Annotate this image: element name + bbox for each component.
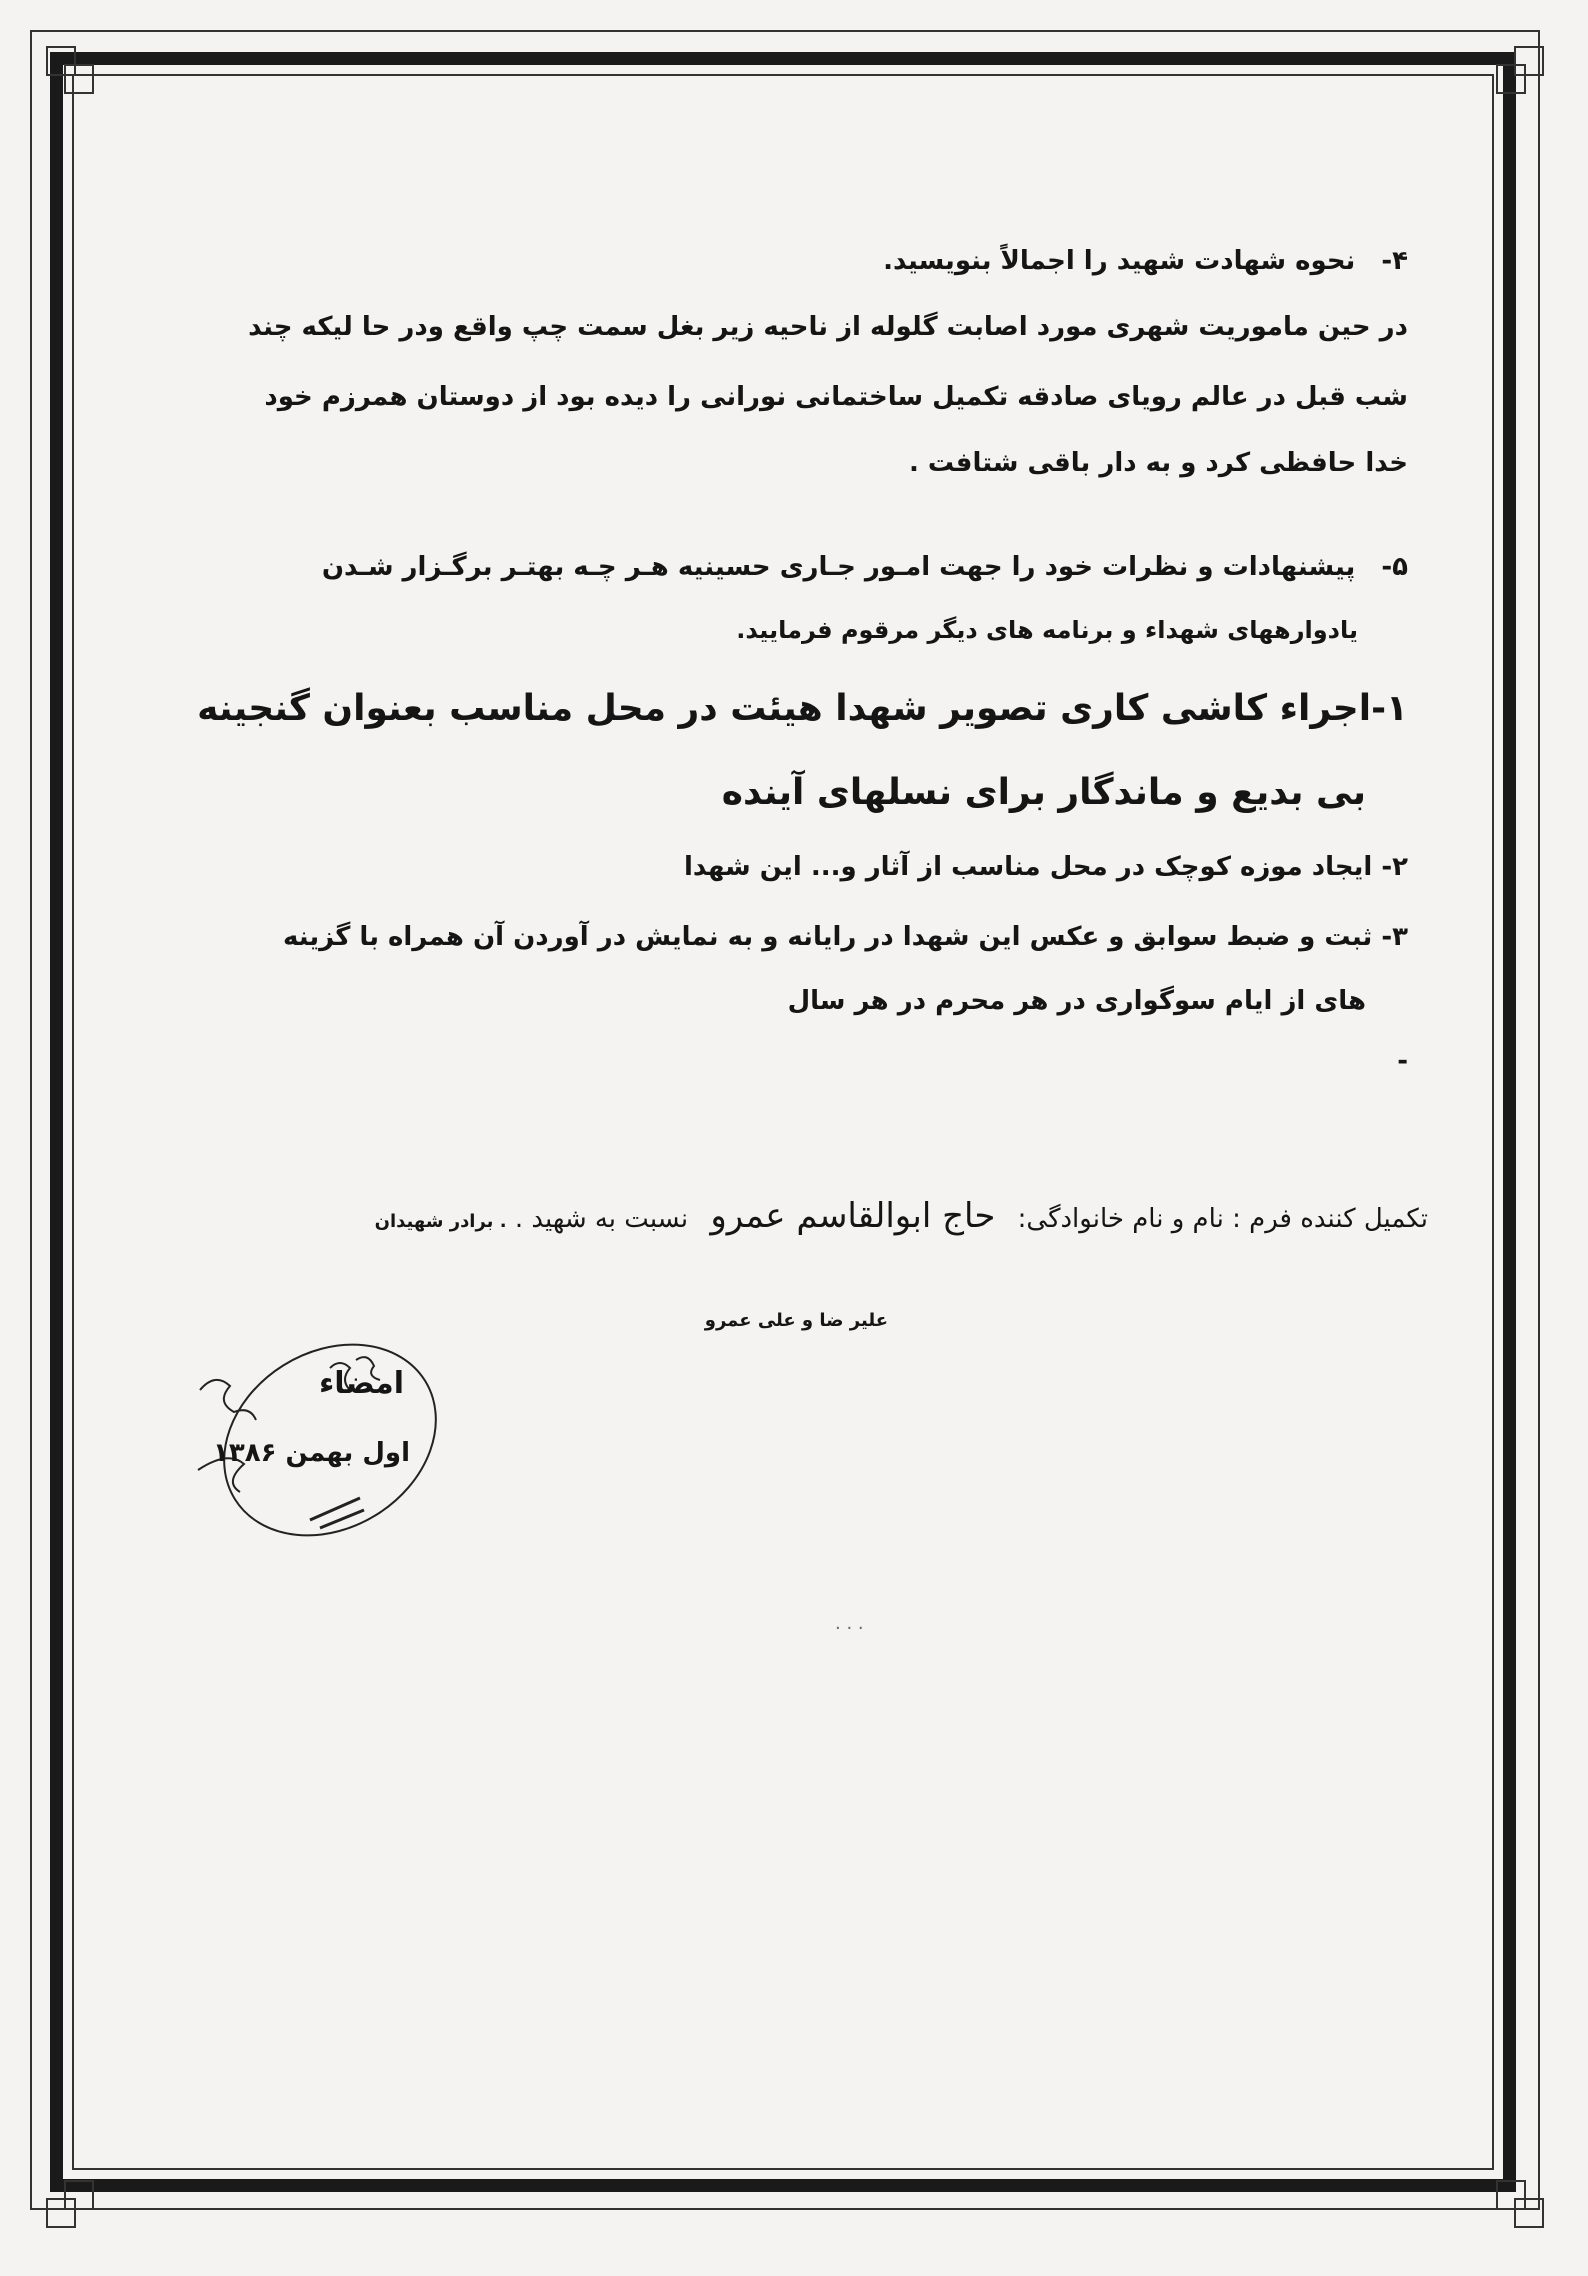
suggestion-1-line-2: بی بدیع و ماندگار برای نسلهای آینده	[721, 772, 1366, 813]
answer-4-line-3: خدا حافظی کرد و به دار باقی شتافت .	[908, 448, 1408, 478]
question-5-line-2: یادوارههای شهداء و برنامه های دیگر مرقوم فرمایید.	[736, 616, 1358, 644]
speck-marks: · · ·	[835, 1618, 864, 1639]
corner-ornament-bottom-left	[46, 2168, 106, 2228]
question-4-number: ۴-	[1381, 246, 1408, 276]
answer-4-line-2: شب قبل در عالم رویای صادقه تکمیل ساختمانی نورانی را دیده بود از دوستان همرزم خود	[264, 382, 1408, 412]
signature-label: امضاء	[318, 1366, 404, 1401]
filled-by-label: تکمیل کننده فرم : نام و نام خانوادگی:	[1017, 1204, 1428, 1234]
signature-date: اول بهمن ۱۳۸۶	[213, 1438, 410, 1468]
signature-area	[180, 1320, 480, 1560]
corner-ornament-bottom-right	[1484, 2168, 1544, 2228]
suggestion-3-line-1: ۳- ثبت و ضبط سوابق و عکس این شهدا در رایانه و به نمایش در آوردن آن همراه با گزینه	[282, 922, 1408, 952]
question-4-text: نحوه شهادت شهید را اجمالاً بنویسید.	[883, 246, 1356, 276]
answer-4-line-1: در حین ماموریت شهری مورد اصابت گلوله از ناحیه زیر بغل سمت چپ واقع ودر حا لیکه چند	[248, 312, 1408, 342]
form-filler-line	[375, 1196, 1428, 1236]
suggestion-1-line-1: ۱-اجراء کاشی کاری تصویر شهدا هیئت در محل مناسب بعنوان گنجینه	[197, 688, 1408, 729]
relation-value: . برادر شهیدان	[374, 1211, 507, 1232]
question-4	[883, 246, 1408, 276]
filled-by-name: حاج ابوالقاسم عمرو	[710, 1196, 996, 1236]
question-5-number: ۵-	[1381, 552, 1408, 582]
question-5-line-1	[322, 552, 1408, 582]
relation-label: نسبت به شهید .	[514, 1204, 689, 1234]
suggestion-3-line-2: های از ایام سوگواری در هر محرم در هر سال	[787, 986, 1366, 1016]
trailing-dash: -	[1397, 1046, 1408, 1076]
suggestion-2: ۲- ایجاد موزه کوچک در محل مناسب از آثار و... این شهدا	[684, 852, 1408, 882]
corner-ornament-top-left	[46, 46, 106, 106]
question-5-text: پیشنهادات و نظرات خود را جهت امـور جـاری حسینیه هـر چـه بهتـر برگـزار شـدن	[321, 552, 1356, 582]
martyrs-names: علیر ضا و علی عمرو	[704, 1310, 888, 1331]
corner-ornament-top-right	[1484, 46, 1544, 106]
